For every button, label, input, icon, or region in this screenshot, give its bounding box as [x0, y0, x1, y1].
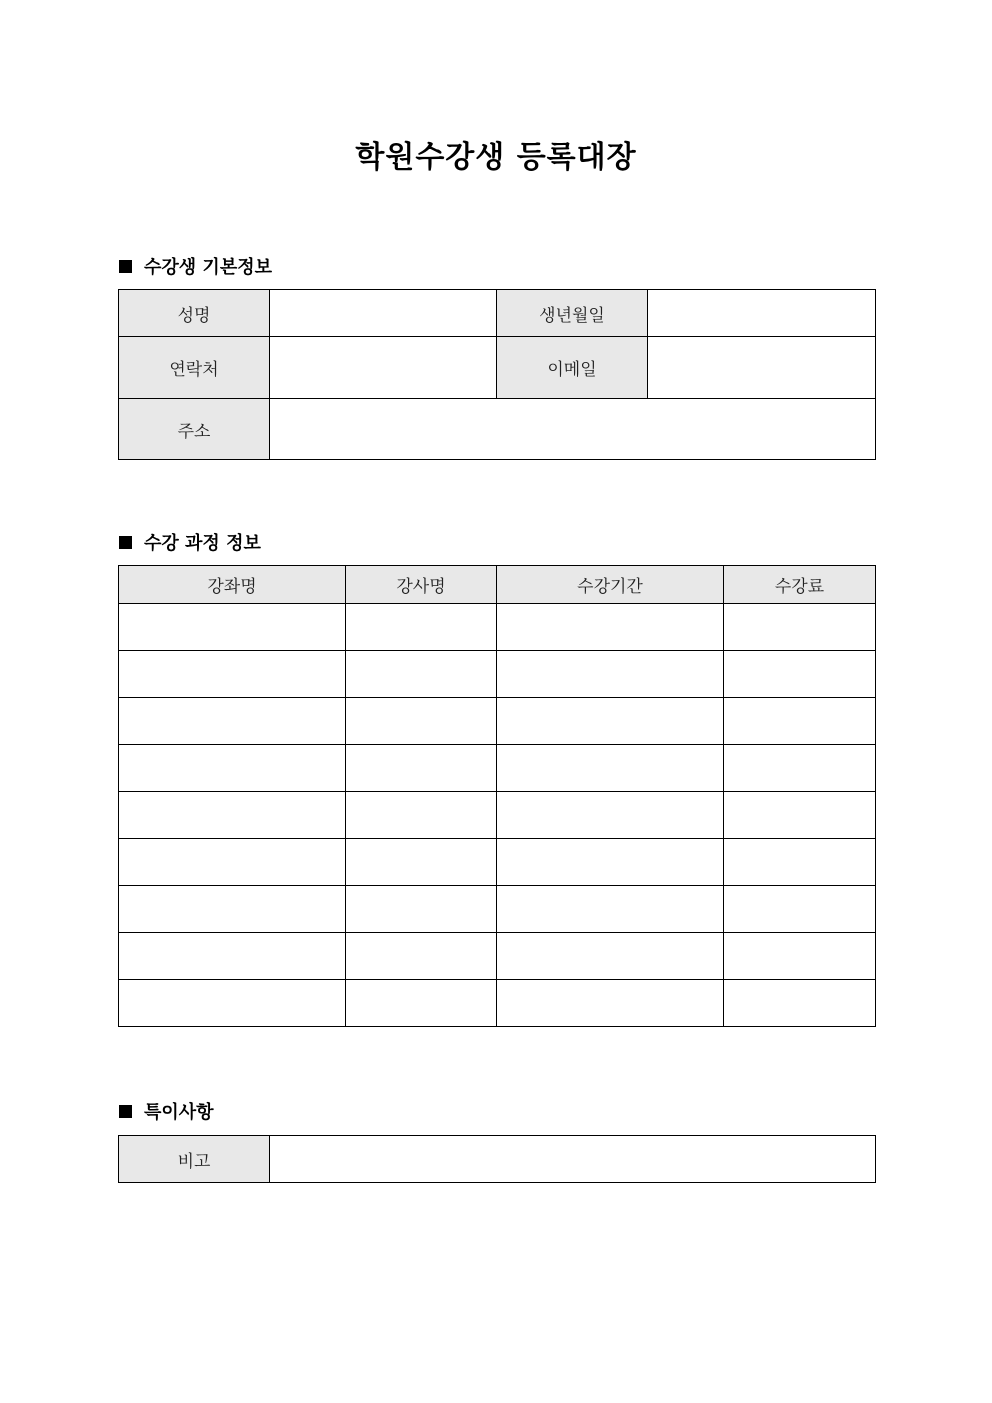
course-info-table [118, 565, 876, 1027]
page-title: 학원수강생 등록대장 [355, 140, 637, 175]
section-heading-label: 수강생 기본정보 [144, 257, 272, 278]
fee-cell[interactable] [724, 745, 876, 792]
table-row [119, 886, 876, 933]
table-row [119, 698, 876, 745]
period-cell[interactable] [497, 980, 724, 1027]
birth-date-label: 생년월일 [497, 290, 648, 337]
fee-cell[interactable] [724, 980, 876, 1027]
course-name-cell[interactable] [119, 651, 346, 698]
period-cell[interactable] [497, 933, 724, 980]
remark-field[interactable] [270, 1136, 876, 1183]
fee-cell[interactable] [724, 792, 876, 839]
table-row [119, 651, 876, 698]
instructor-cell[interactable] [346, 745, 497, 792]
course-name-cell[interactable] [119, 980, 346, 1027]
notes-table [118, 1135, 876, 1183]
table-row [119, 980, 876, 1027]
contact-field[interactable] [270, 337, 497, 399]
table-row [119, 933, 876, 980]
basic-info-table [118, 289, 876, 460]
period-cell[interactable] [497, 651, 724, 698]
square-bullet-icon [119, 1105, 132, 1118]
table-row [119, 792, 876, 839]
fee-cell[interactable] [724, 933, 876, 980]
name-field[interactable] [270, 290, 497, 337]
instructor-cell[interactable] [346, 698, 497, 745]
course-name-cell[interactable] [119, 792, 346, 839]
contact-label: 연락처 [119, 337, 270, 399]
fee-cell[interactable] [724, 651, 876, 698]
name-label: 성명 [119, 290, 270, 337]
fee-cell[interactable] [724, 839, 876, 886]
period-cell[interactable] [497, 792, 724, 839]
period-cell[interactable] [497, 745, 724, 792]
instructor-cell[interactable] [346, 792, 497, 839]
section-heading-course-info [119, 529, 261, 555]
table-row [119, 337, 876, 399]
instructor-cell[interactable] [346, 886, 497, 933]
instructor-cell[interactable] [346, 980, 497, 1027]
table-row [119, 839, 876, 886]
address-label: 주소 [119, 399, 270, 460]
table-row [119, 399, 876, 460]
square-bullet-icon [119, 536, 132, 549]
column-header-course-name: 강좌명 [119, 566, 346, 604]
course-name-cell[interactable] [119, 604, 346, 651]
address-field[interactable] [270, 399, 876, 460]
instructor-cell[interactable] [346, 604, 497, 651]
email-label: 이메일 [497, 337, 648, 399]
course-name-cell[interactable] [119, 886, 346, 933]
instructor-cell[interactable] [346, 651, 497, 698]
period-cell[interactable] [497, 839, 724, 886]
period-cell[interactable] [497, 604, 724, 651]
course-name-cell[interactable] [119, 745, 346, 792]
section-heading-label: 수강 과정 정보 [144, 533, 261, 554]
birth-date-field[interactable] [648, 290, 876, 337]
course-name-cell[interactable] [119, 698, 346, 745]
table-row [119, 290, 876, 337]
remark-label: 비고 [119, 1136, 270, 1183]
instructor-cell[interactable] [346, 839, 497, 886]
period-cell[interactable] [497, 698, 724, 745]
column-header-period: 수강기간 [497, 566, 724, 604]
course-name-cell[interactable] [119, 933, 346, 980]
table-row [119, 745, 876, 792]
section-heading-basic-info [119, 253, 272, 279]
instructor-cell[interactable] [346, 933, 497, 980]
table-row [119, 1136, 876, 1183]
column-header-instructor: 강사명 [346, 566, 497, 604]
column-header-fee: 수강료 [724, 566, 876, 604]
course-name-cell[interactable] [119, 839, 346, 886]
fee-cell[interactable] [724, 698, 876, 745]
period-cell[interactable] [497, 886, 724, 933]
square-bullet-icon [119, 260, 132, 273]
fee-cell[interactable] [724, 886, 876, 933]
fee-cell[interactable] [724, 604, 876, 651]
table-header-row [119, 566, 876, 604]
table-row [119, 604, 876, 651]
section-heading-notes [119, 1098, 214, 1124]
section-heading-label: 특이사항 [144, 1102, 214, 1123]
email-field[interactable] [648, 337, 876, 399]
